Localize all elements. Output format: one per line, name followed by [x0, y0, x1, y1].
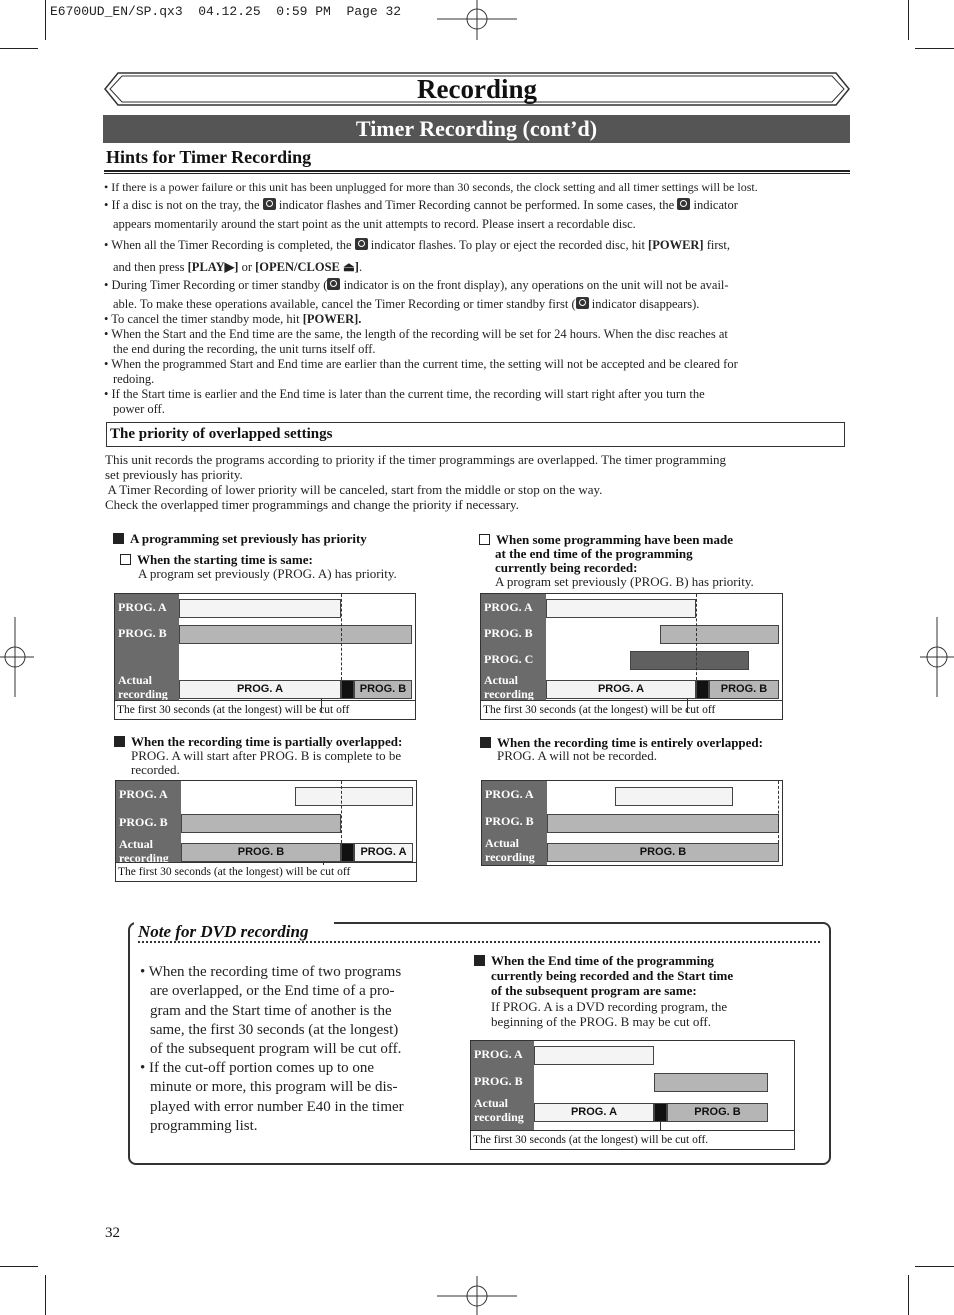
crop-mark — [908, 1275, 909, 1315]
case4-title: When the recording time is entirely overlapped: — [480, 735, 763, 751]
note-bullet-line: gram and the Start time of another is the — [150, 1003, 392, 1019]
row-label: PROG. A — [484, 600, 533, 614]
hint-line: and then press [PLAY▶] or [OPEN/CLOSE ⏏]. — [113, 260, 363, 274]
row-label: Actual — [484, 673, 518, 687]
timeline-bar — [660, 625, 779, 644]
cut-off-segment — [341, 680, 354, 699]
priority-text: A Timer Recording of lower priority will be canceled, start from the middle or stop on the way. — [105, 482, 603, 497]
row-label: PROG. A — [119, 787, 168, 801]
diagram-caption: The first 30 seconds (at the longest) will be cut off. — [471, 1130, 794, 1149]
timer-indicator-icon — [263, 198, 276, 210]
hint-line: redoing. — [113, 372, 155, 386]
note-case-title-line: of the subsequent program are same: — [491, 983, 697, 998]
note-bullet-line: programming list. — [150, 1118, 258, 1134]
filled-square-icon — [480, 737, 491, 748]
hint-line: • If there is a power failure or this unit has been unplugged for more than 30 seconds, the clock setting and all timer settings will be lost. — [104, 180, 758, 194]
crop-mark — [0, 48, 38, 49]
row-label: PROG. C — [484, 652, 534, 666]
row-label: recording — [474, 1110, 524, 1124]
diagram-case1 — [114, 593, 416, 720]
crop-mark — [45, 0, 46, 40]
hint-line: • If a disc is not on the tray, the indicator flashes and Timer Recording cannot be performed. In some cases, the indicator — [104, 198, 738, 212]
cut-off-segment — [341, 843, 354, 862]
case2-title-line: at the end time of the programming — [495, 546, 693, 561]
note-bullet-line: are overlapped, or the End time of a pro- — [150, 983, 395, 999]
registration-mark-top — [437, 0, 517, 40]
registration-mark-bottom — [437, 1276, 517, 1315]
dashed-guide — [341, 781, 342, 843]
timeline-bar — [615, 787, 733, 806]
hint-line: • When all the Timer Recording is completed, the indicator flashes. To play or eject the recorded disc, hit [POWER] first, — [104, 238, 730, 252]
bar-label: PROG. B — [237, 846, 285, 858]
note-bullet-line: minute or more, this program will be dis- — [150, 1079, 398, 1095]
timeline-bar — [179, 599, 341, 618]
section-title: Timer Recording (cont’d) — [103, 115, 850, 143]
left-heading: A programming set previously has priority — [113, 531, 367, 547]
crop-mark — [915, 1266, 954, 1267]
priority-text: This unit records the programs according to priority if the timer programmings are overlapped. The timer programming — [105, 452, 727, 467]
row-label: PROG. B — [484, 626, 533, 640]
timeline-bar — [547, 814, 779, 833]
crop-mark — [908, 0, 909, 40]
print-header: E6700UD_EN/SP.qx3 04.12.25 0:59 PM Page 32 — [50, 4, 402, 19]
dashed-guide — [341, 594, 342, 680]
timer-indicator-icon — [677, 198, 690, 210]
timer-indicator-icon — [576, 297, 589, 309]
hint-line: the end during the recording, the unit turns itself off. — [113, 342, 376, 356]
note-case-title-line: currently being recorded and the Start time — [491, 968, 734, 983]
note-bullet-line: of the subsequent program will be cut off. — [150, 1041, 402, 1057]
case3-text: recorded. — [131, 762, 180, 777]
hint-line: able. To make these operations available, cancel the Timer Recording or timer standby first ( indicator disappears). — [113, 297, 700, 311]
crop-mark — [45, 1275, 46, 1315]
hint-line: • When the Start and the End time are the same, the length of the recording will be set for 24 hours. When the disc reaches at — [104, 327, 728, 341]
timer-indicator-icon — [355, 238, 368, 250]
row-label: recording — [119, 851, 169, 865]
open-square-icon — [120, 554, 131, 565]
row-label: Actual — [118, 673, 152, 687]
timeline-bar — [630, 651, 749, 670]
case2-title-line: currently being recorded: — [495, 560, 638, 575]
timeline-bar — [546, 599, 696, 618]
diagram-case2 — [480, 593, 783, 720]
dashed-guide — [696, 594, 697, 680]
note-case-title: When the End time of the programming — [474, 953, 714, 969]
bar-label: PROG. A — [570, 1106, 618, 1118]
row-label: PROG. A — [485, 787, 534, 801]
bar-label: PROG. A — [360, 846, 407, 858]
case4-text: PROG. A will not be recorded. — [497, 748, 657, 763]
crop-mark — [0, 1266, 38, 1267]
diagram-note — [470, 1040, 795, 1150]
hints-heading: Hints for Timer Recording — [106, 147, 312, 167]
bar-label: PROG. B — [720, 683, 768, 695]
hint-line: • If the Start time is earlier and the End time is later than the current time, the recording will start right after you turn the — [104, 387, 705, 401]
timeline-bar — [179, 625, 412, 644]
row-label: PROG. A — [474, 1047, 523, 1061]
priority-text: set previously has priority. — [105, 467, 243, 482]
diagram-caption: The first 30 seconds (at the longest) will be cut off — [116, 862, 416, 881]
timeline-bar — [654, 1073, 768, 1092]
filled-square-icon — [114, 736, 125, 747]
cut-off-segment — [654, 1103, 667, 1122]
row-label: PROG. A — [118, 600, 167, 614]
priority-text: Check the overlapped timer programmings and change the priority if necessary. — [105, 497, 519, 512]
note-bullet-line: played with error number E40 in the timer — [150, 1099, 404, 1115]
note-case-text: beginning of the PROG. B may be cut off. — [491, 1014, 712, 1029]
row-label: recording — [118, 687, 168, 701]
note-bullet-line: • If the cut-off portion comes up to one — [140, 1060, 375, 1076]
timer-indicator-icon — [327, 278, 340, 290]
hint-line: appears momentarily around the start point as the unit attempts to record. Please insert a recordable disc. — [113, 217, 636, 231]
priority-heading: The priority of overlapped settings — [106, 422, 845, 447]
row-label: recording — [484, 687, 534, 701]
note-case-text: If PROG. A is a DVD recording program, the — [491, 999, 728, 1014]
timeline-bar — [181, 814, 341, 833]
timeline-bar — [295, 787, 413, 806]
dotted-rule — [138, 941, 820, 943]
diagram-caption: The first 30 seconds (at the longest) will be cut off — [115, 700, 415, 719]
diagram-case4 — [481, 780, 783, 866]
note-bullet-line: same, the first 30 seconds (at the longest) — [150, 1022, 399, 1038]
case2-text: A program set previously (PROG. B) has priority. — [495, 574, 754, 589]
hint-line: • During Timer Recording or timer standby ( indicator is on the front display), any operations on the unit will not be avail- — [104, 278, 729, 292]
page-title: Recording — [417, 74, 537, 104]
registration-mark-right — [920, 617, 954, 697]
row-label: PROG. B — [118, 626, 167, 640]
row-label: recording — [485, 850, 535, 864]
diagram-case3 — [115, 780, 417, 882]
case3-text: PROG. A will start after PROG. B is complete to be — [131, 748, 402, 763]
timeline-bar — [534, 1046, 654, 1065]
note-bullet-line: • When the recording time of two programs — [140, 964, 402, 980]
note-heading: Note for DVD recording — [138, 922, 309, 941]
bar-label: PROG. A — [236, 683, 284, 695]
registration-mark-left — [0, 617, 34, 697]
row-label: PROG. B — [474, 1074, 523, 1088]
hint-line: • When the programmed Start and End time are earlier than the current time, the setting will not be accepted and be cleared for — [104, 357, 738, 371]
case1-text: A program set previously (PROG. A) has priority. — [138, 566, 397, 581]
row-label: Actual — [485, 836, 519, 850]
dashed-guide — [778, 781, 779, 843]
row-label: PROG. B — [485, 814, 534, 828]
divider — [104, 170, 850, 172]
row-label: PROG. B — [119, 815, 168, 829]
bar-label: PROG. A — [597, 683, 645, 695]
crop-mark — [915, 48, 954, 49]
open-square-icon — [479, 534, 490, 545]
cut-off-segment — [696, 680, 709, 699]
row-label: Actual — [119, 837, 153, 851]
bar-label: PROG. B — [694, 1106, 741, 1118]
divider — [104, 173, 850, 174]
page-number: 32 — [105, 1225, 120, 1241]
hint-line: power off. — [113, 402, 165, 416]
bar-label: PROG. B — [359, 683, 407, 695]
case3-title: When the recording time is partially overlapped: — [114, 734, 402, 750]
case1-title: When the starting time is same: — [120, 552, 313, 568]
filled-square-icon — [113, 533, 124, 544]
hint-line: • To cancel the timer standby mode, hit [POWER]. — [104, 312, 362, 326]
filled-square-icon — [474, 955, 485, 966]
bar-label: PROG. B — [639, 846, 687, 858]
row-label: Actual — [474, 1096, 508, 1110]
case2-title: When some programming have been made — [479, 532, 733, 548]
diagram-caption: The first 30 seconds (at the longest) will be cut off — [481, 700, 782, 719]
